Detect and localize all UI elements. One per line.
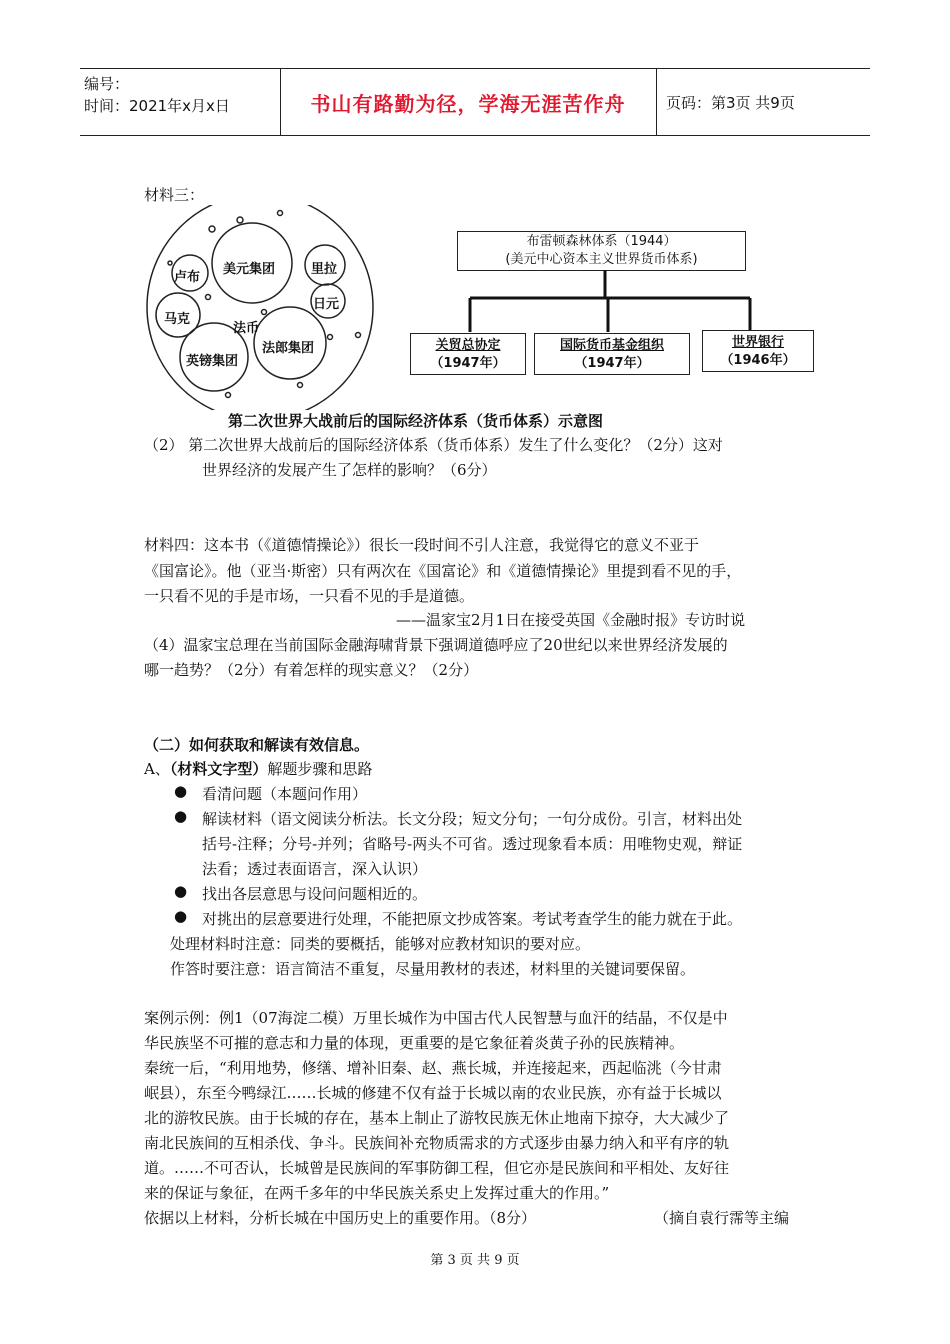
header-bottom-border [80,135,870,136]
world-bank-box [702,330,814,372]
note-answering: 作答时要注意：语言简洁不重复，尽量用教材的表述，材料里的关键词要保留。 [170,960,696,978]
material4-line1: 材料四：这本书（《道德情操论》）很长一段时间不引人注意，我觉得它的意义不亚于 [144,536,700,554]
header-page-info: 页码：第3页 共9页 [666,94,795,112]
case-line-1: 案例示例：例1（07海淀二模）万里长城作为中国古代人民智慧与血汗的结晶，不仅是中 [144,1009,728,1027]
bullet-item-3: 找出各层意思与设问问题相近的。 [202,885,428,903]
material3-label: 材料三： [144,186,205,204]
material4-line3: 一只看不见的手是市场，一只看不见的手是道德。 [144,587,475,605]
case-line-2: 华民族坚不可摧的意志和力量的体现，更重要的是它象征着炎黄子孙的民族精神。 [144,1034,685,1052]
material4-line2: 《国富论》。他（亚当·斯密）只有两次在《国富论》和《道德情操论》里提到看不见的手， [144,562,742,580]
case-line-6: 南北民族间的互相杀伐、争斗。民族间补充物质需求的方式逐步由暴力纳入和平有序的轨 [144,1134,730,1152]
franc-currency-label: 法币 [233,321,260,336]
bretton-title-line2: (美元中心资本主义世界货币体系) [505,252,698,267]
page-footer: 第 3 页 共 9 页 [430,1253,520,1268]
case-line-7: 道。……不可否认，长城曾是民族间的军事防御工程，但它亦是民族间和平相处、友好往 [144,1159,730,1177]
material4-source: ——温家宝2月1日在接受英国《金融时报》专访时说 [396,611,746,629]
section2-subheading [144,757,372,782]
sub-prefix: A、 [144,760,170,778]
bretton-title-line1: 布雷顿森林体系（1944） [526,234,677,249]
ruble-label: 卢布 [174,270,201,285]
case-line-5: 北的游牧民族。由于长城的存在，基本上制止了游牧民族无休止地南下掠夺，大大减少了 [144,1109,730,1127]
wb-year: （1946年） [720,353,796,368]
bullet-item-1: 看清问题（本题问作用） [202,785,368,803]
wb-label: 世界银行 [731,335,784,350]
pound-bloc-label: 英镑集团 [186,354,239,369]
bretton-woods-box [457,231,746,271]
header-top-border [80,68,870,69]
bullet-item-2-line3: 法看；透过表面语言，深入认识） [202,860,428,878]
bullet-marker: ● [174,782,188,800]
bullet-item-2-line1: 解读材料（语文阅读分析法。长文分段；短文分句；一句分成份。引言，材料出处 [202,810,743,828]
gatt-label: 关贸总协定 [435,338,501,353]
sub-bold: （材料文字型） [169,760,268,778]
franc-bloc-label: 法郎集团 [262,341,315,356]
header-divider-right [656,68,657,135]
case-line-4: 岷县），东至今鸭绿江……长城的修建不仅有益于长城以南的农业民族，亦有益于长城以 [144,1084,722,1102]
header-divider-left [280,68,281,135]
question4-line1: （4）温家宝总理在当前国际金融海啸背景下强调道德呼应了20世纪以来世界经济发展的 [144,636,728,654]
imf-box [534,333,690,375]
question4-line2: 哪一趋势？（2分）有着怎样的现实意义？（2分） [144,661,479,679]
case-line-8: 来的保证与象征，在两千多年的中华民族关系史上发挥过重大的作用。” [144,1184,610,1202]
number-label: 编号： [84,75,130,93]
bullet-marker: ● [174,807,188,825]
dollar-bloc-label: 美元集团 [223,262,276,277]
lira-label: 里拉 [311,262,338,277]
yen-label: 日元 [313,297,340,312]
imf-label: 国际货币基金组织 [559,338,664,353]
gatt-year: （1947年） [430,356,506,371]
header-motto: 书山有路勤为径，学海无涯苦作舟 [310,92,626,116]
case-question: 依据以上材料，分析长城在中国历史上的重要作用。（8分） [144,1209,537,1227]
question2-line1: （2） 第二次世界大战前后的国际经济体系（货币体系）发生了什么变化？（2分）这对 [144,436,723,454]
bullet-item-2-line2: 括号-注释；分号-并列；省略号-两头不可省。透过现象看本质：用唯物史观，辩证 [202,835,743,853]
header-meta [84,73,230,117]
question2-line2: 世界经济的发展产生了怎样的影响？（6分） [202,461,497,479]
section2-heading: （二）如何获取和解读有效信息。 [144,736,370,754]
note-processing: 处理材料时注意：同类的要概括，能够对应教材知识的要对应。 [170,935,591,953]
date-label: 时间：2021年x月x日 [84,97,230,115]
bullet-marker: ● [174,907,188,925]
case-citation: （摘自袁行霈等主编 [654,1209,790,1227]
bullet-marker: ● [174,882,188,900]
bullet-item-4: 对挑出的层意要进行处理，不能把原文抄成答案。考试考查学生的能力就在于此。 [202,910,743,928]
diagram-caption: 第二次世界大战前后的国际经济体系（货币体系）示意图 [228,412,604,430]
gatt-box [410,333,526,375]
mark-label: 马克 [164,312,191,327]
case-line-3: 秦统一后，“利用地势，修缮、增补旧秦、赵、燕长城，并连接起来，西起临洮（今甘肃 [144,1059,722,1077]
imf-year: （1947年） [574,356,650,371]
sub-rest: 解题步骤和思路 [267,760,373,778]
